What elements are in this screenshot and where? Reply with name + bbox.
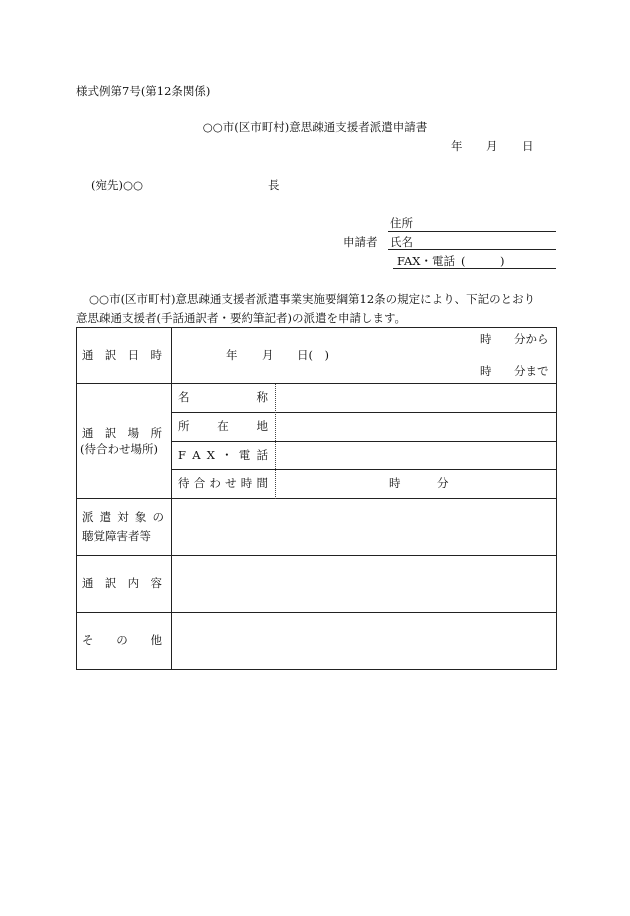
target-label-line2: 聴覚障害者等 [82, 529, 151, 543]
place-label-line1 [82, 428, 162, 440]
place-row-address-c1: 所 [178, 419, 190, 433]
target-label-c1: 派 [82, 510, 94, 524]
datetime-to-hour: 時 [480, 364, 492, 378]
other-label-c2: の [116, 633, 128, 647]
datetime-to-min: 分まで [514, 364, 549, 378]
datetime-day-label: 日( ) [297, 348, 329, 362]
place-row-name-c1: 名 [178, 390, 190, 404]
target-field[interactable] [173, 500, 555, 554]
datetime-label-c3: 日 [127, 348, 140, 362]
form-title: ○○市(区市町村)意思疎通支援者派遣申請書 [202, 120, 428, 134]
datetime-label [82, 350, 162, 362]
place-label-c3: 場 [127, 426, 140, 440]
content-field[interactable] [173, 557, 555, 611]
place-row-name-label [178, 392, 268, 404]
other-field[interactable] [173, 614, 555, 668]
datetime-year-label: 年 [226, 348, 238, 362]
datetime-label-c4: 時 [150, 348, 162, 362]
place-row-meet-c4: せ [225, 476, 237, 490]
addressee-suffix: 長 [268, 178, 280, 192]
place-name-field[interactable] [277, 385, 555, 411]
place-label-c4: 所 [150, 426, 162, 440]
place-label-c2: 訳 [104, 426, 117, 440]
target-label-c4: 象 [134, 510, 147, 524]
addressee-label: (宛先)○○ [91, 178, 144, 192]
datetime-from-min: 分から [514, 332, 549, 346]
place-label-line2: (待合わせ場所) [80, 442, 158, 456]
body-text-line1: ○○市(区市町村)意思疎通支援者派遣事業実施要綱第12条の規定により、下記のとおり [89, 292, 536, 306]
place-row-meet-label [178, 478, 268, 490]
applicant-fax-line[interactable] [393, 268, 556, 269]
content-label-c2: 訳 [104, 576, 117, 590]
place-row-meet-c3: わ [209, 476, 221, 490]
datetime-from-hour: 時 [480, 332, 492, 346]
target-label-line1 [82, 512, 164, 524]
date-year-label: 年 [451, 139, 463, 153]
datetime-label-c1: 通 [82, 348, 94, 362]
place-row-address-c3: 地 [256, 419, 268, 433]
target-label-c5: の [152, 510, 164, 524]
place-row-fax-c5: 電 [238, 448, 251, 462]
place-row-fax-c6: 話 [256, 448, 268, 462]
applicant-fax-paren: ( ) [461, 254, 505, 268]
applicant-address-label: 住所 [390, 216, 413, 230]
body-text-line2: 意思疎通支援者(手話通訳者・要約筆記者)の派遣を申請します。 [76, 311, 407, 325]
place-address-field[interactable] [277, 414, 555, 440]
other-label-c3: 他 [150, 633, 162, 647]
place-row-address-label [178, 421, 268, 433]
place-row-meet-c6: 間 [256, 476, 268, 490]
applicant-fax-label: FAX・電話 [397, 254, 455, 268]
applicant-address-line[interactable] [388, 231, 556, 232]
target-label-c3: 対 [117, 510, 129, 524]
place-row-address-c2: 在 [217, 419, 229, 433]
place-row-fax-c3: X [206, 448, 215, 462]
place-row-fax-c4: ・ [221, 448, 233, 462]
place-meet-hour: 時 [389, 476, 401, 490]
content-label-c4: 容 [150, 576, 162, 590]
form-number: 様式例第7号(第12条関係) [76, 84, 211, 98]
place-row-meet-c2: 合 [193, 476, 206, 490]
place-row-name-c2: 称 [256, 390, 268, 404]
other-label [82, 635, 162, 647]
place-fax-field[interactable] [277, 443, 555, 468]
place-row-fax-label [178, 450, 268, 462]
content-label-c1: 通 [82, 576, 94, 590]
place-row-fax-c2: A [192, 448, 201, 462]
place-label-c1: 通 [82, 426, 94, 440]
place-row-meet-c1: 待 [178, 476, 190, 490]
target-label-c2: 遣 [99, 510, 112, 524]
date-month-label: 月 [486, 139, 498, 153]
content-label [82, 578, 162, 590]
place-row-fax-c1: F [178, 448, 186, 462]
datetime-label-c2: 訳 [104, 348, 117, 362]
place-row-meet-c5: 時 [240, 476, 253, 490]
applicant-name-label: 氏名 [390, 235, 413, 249]
applicant-name-line[interactable] [388, 249, 556, 250]
content-label-c3: 内 [127, 576, 140, 590]
applicant-label: 申請者 [343, 235, 378, 249]
place-meet-min: 分 [437, 476, 449, 490]
date-day-label: 日 [522, 139, 534, 153]
datetime-month-label: 月 [262, 348, 274, 362]
other-label-c1: そ [82, 633, 94, 647]
